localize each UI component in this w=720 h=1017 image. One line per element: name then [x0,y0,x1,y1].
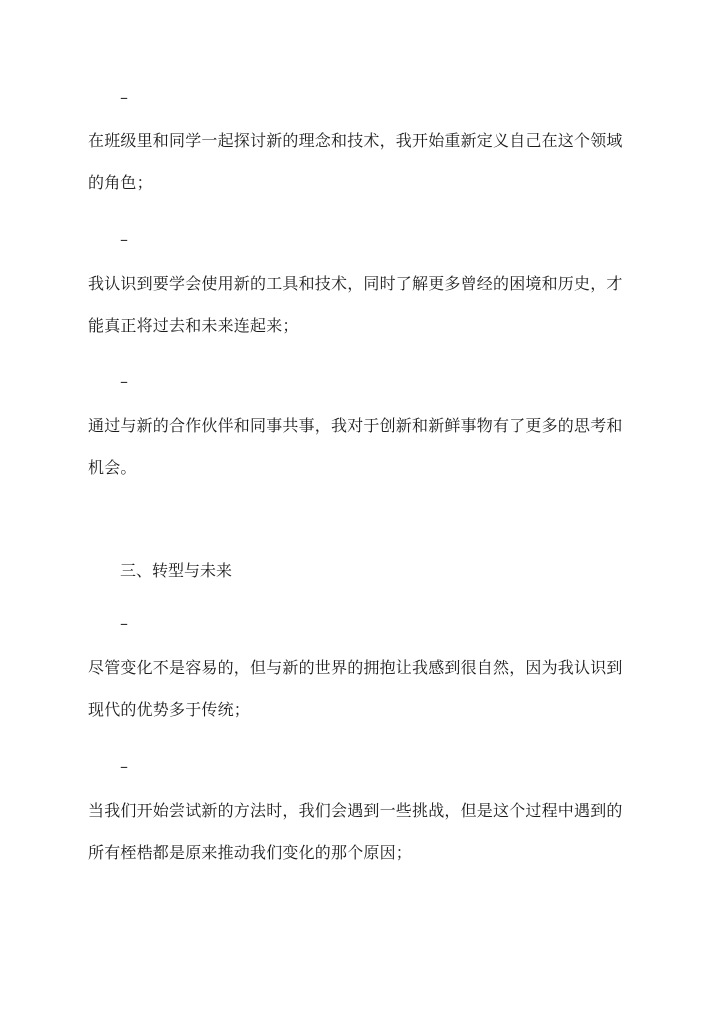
paragraph: 尽管变化不是容易的，但与新的世界的拥抱让我感到很自然，因为我认识到现代的优势多于传统； [88,658,623,719]
list-dash: – [120,88,128,107]
list-dash: – [120,757,128,776]
list-dash: – [120,372,128,391]
list-dash: – [120,614,128,633]
paragraph: 当我们开始尝试新的方法时，我们会遇到一些挑战，但是这个过程中遇到的所有桎梏都是原来推动我们变化的那个原因； [88,801,623,862]
paragraph: 我认识到要学会使用新的工具和技术，同时了解更多曾经的困境和历史，才能真正将过去和未来连起来； [88,274,623,335]
list-dash: – [120,230,128,249]
section-heading: 三、转型与未来 [120,561,233,580]
paragraph: 通过与新的合作伙伴和同事共事，我对于创新和新鲜事物有了更多的思考和机会。 [88,416,623,477]
paragraph: 在班级里和同学一起探讨新的理念和技术，我开始重新定义自己在这个领域的角色； [88,131,623,192]
